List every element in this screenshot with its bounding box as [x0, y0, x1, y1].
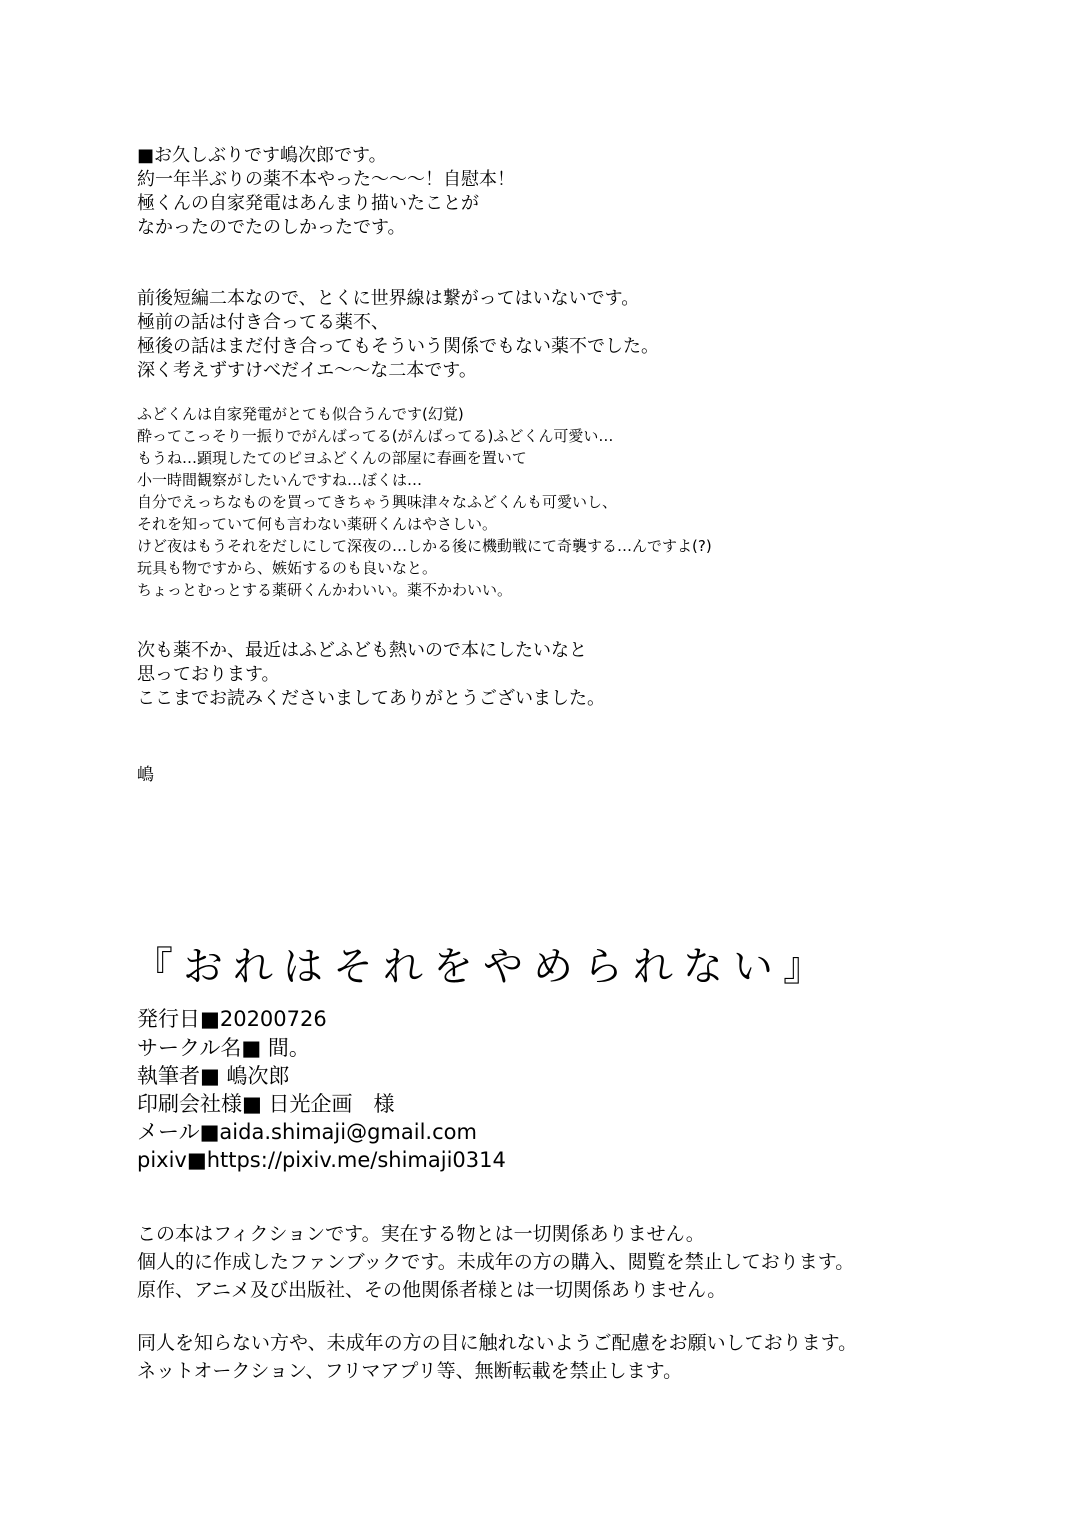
text-line: それを知っていて何も言わない薬研くんはやさしい。	[137, 515, 498, 533]
text-line: 極前の話は付き合ってる薬不、	[137, 312, 389, 333]
colophon-line: メール■aida.shimaji@gmail.com	[137, 1120, 477, 1144]
text-line: 前後短編二本なので、とくに世界線は繋がってはいないです。	[137, 288, 640, 309]
colophon-line: 執筆者■ 嶋次郎	[137, 1064, 290, 1088]
notice-line: この本はフィクションです。実在する物とは一切関係ありません。	[137, 1223, 705, 1245]
text-line: 思っております。	[137, 664, 280, 685]
text-line: 極後の話はまだ付き合ってもそういう関係でもない薬不でした。	[137, 336, 659, 357]
signature: 嶋	[137, 765, 154, 785]
text-line: ここまでお読みくださいましてありがとうございました。	[137, 688, 605, 709]
text-line: 約一年半ぶりの薬不本やった～～～！自慰本！	[137, 169, 515, 190]
text-line: 酔ってこっそり一振りでがんばってる(がんばってる)ふどくん可愛い…	[137, 427, 614, 445]
book-title: 『おれはそれをやめられない』	[133, 944, 833, 990]
text-line: ■お久しぶりです嶋次郎です。	[137, 145, 387, 166]
text-line: 玩具も物ですから、嫉妬するのも良いなと。	[137, 559, 438, 577]
notice-line: 個人的に作成したファンブックです。未成年の方の購入、閲覧を禁止しております。	[137, 1251, 855, 1273]
colophon-line: pixiv■https://pixiv.me/shimaji0314	[137, 1148, 506, 1172]
colophon-line: 印刷会社様■ 日光企画 様	[137, 1092, 395, 1116]
notice-line: 原作、アニメ及び出版社、その他関係者様とは一切関係ありません。	[137, 1279, 727, 1301]
text-line: もうね…顕現したてのピヨふどくんの部屋に春画を置いて	[137, 449, 527, 467]
text-line: 小一時間観察がしたいんですね…ぼくは…	[137, 471, 423, 489]
notice-line: 同人を知らない方や、未成年の方の目に触れないようご配慮をお願いしております。	[137, 1332, 858, 1354]
text-line: ちょっとむっとする薬研くんかわいい。薬不かわいい。	[137, 581, 513, 599]
text-line: 極くんの自家発電はあんまり描いたことが	[137, 193, 479, 214]
text-line: けど夜はもうそれをだしにして深夜の…しかる後に機動戦にて奇襲する…んですよ(?)	[137, 537, 712, 555]
text-line: なかったのでたのしかったです。	[137, 217, 406, 238]
colophon-line: 発行日■20200726	[137, 1007, 327, 1031]
notice-line: ネットオークション、フリマアプリ等、無断転載を禁止します。	[137, 1360, 683, 1382]
text-line: 深く考えずすけべだイエ～～な二本です。	[137, 360, 477, 381]
text-line: ふどくんは自家発電がとても似合うんです(幻覚)	[137, 405, 464, 423]
text-line: 自分でえっちなものを買ってきちゃう興味津々なふどくんも可愛いし、	[137, 493, 618, 511]
text-line: 次も薬不か、最近はふどふども熱いので本にしたいなと	[137, 640, 587, 661]
colophon-line: サークル名■ 間。	[137, 1036, 310, 1060]
